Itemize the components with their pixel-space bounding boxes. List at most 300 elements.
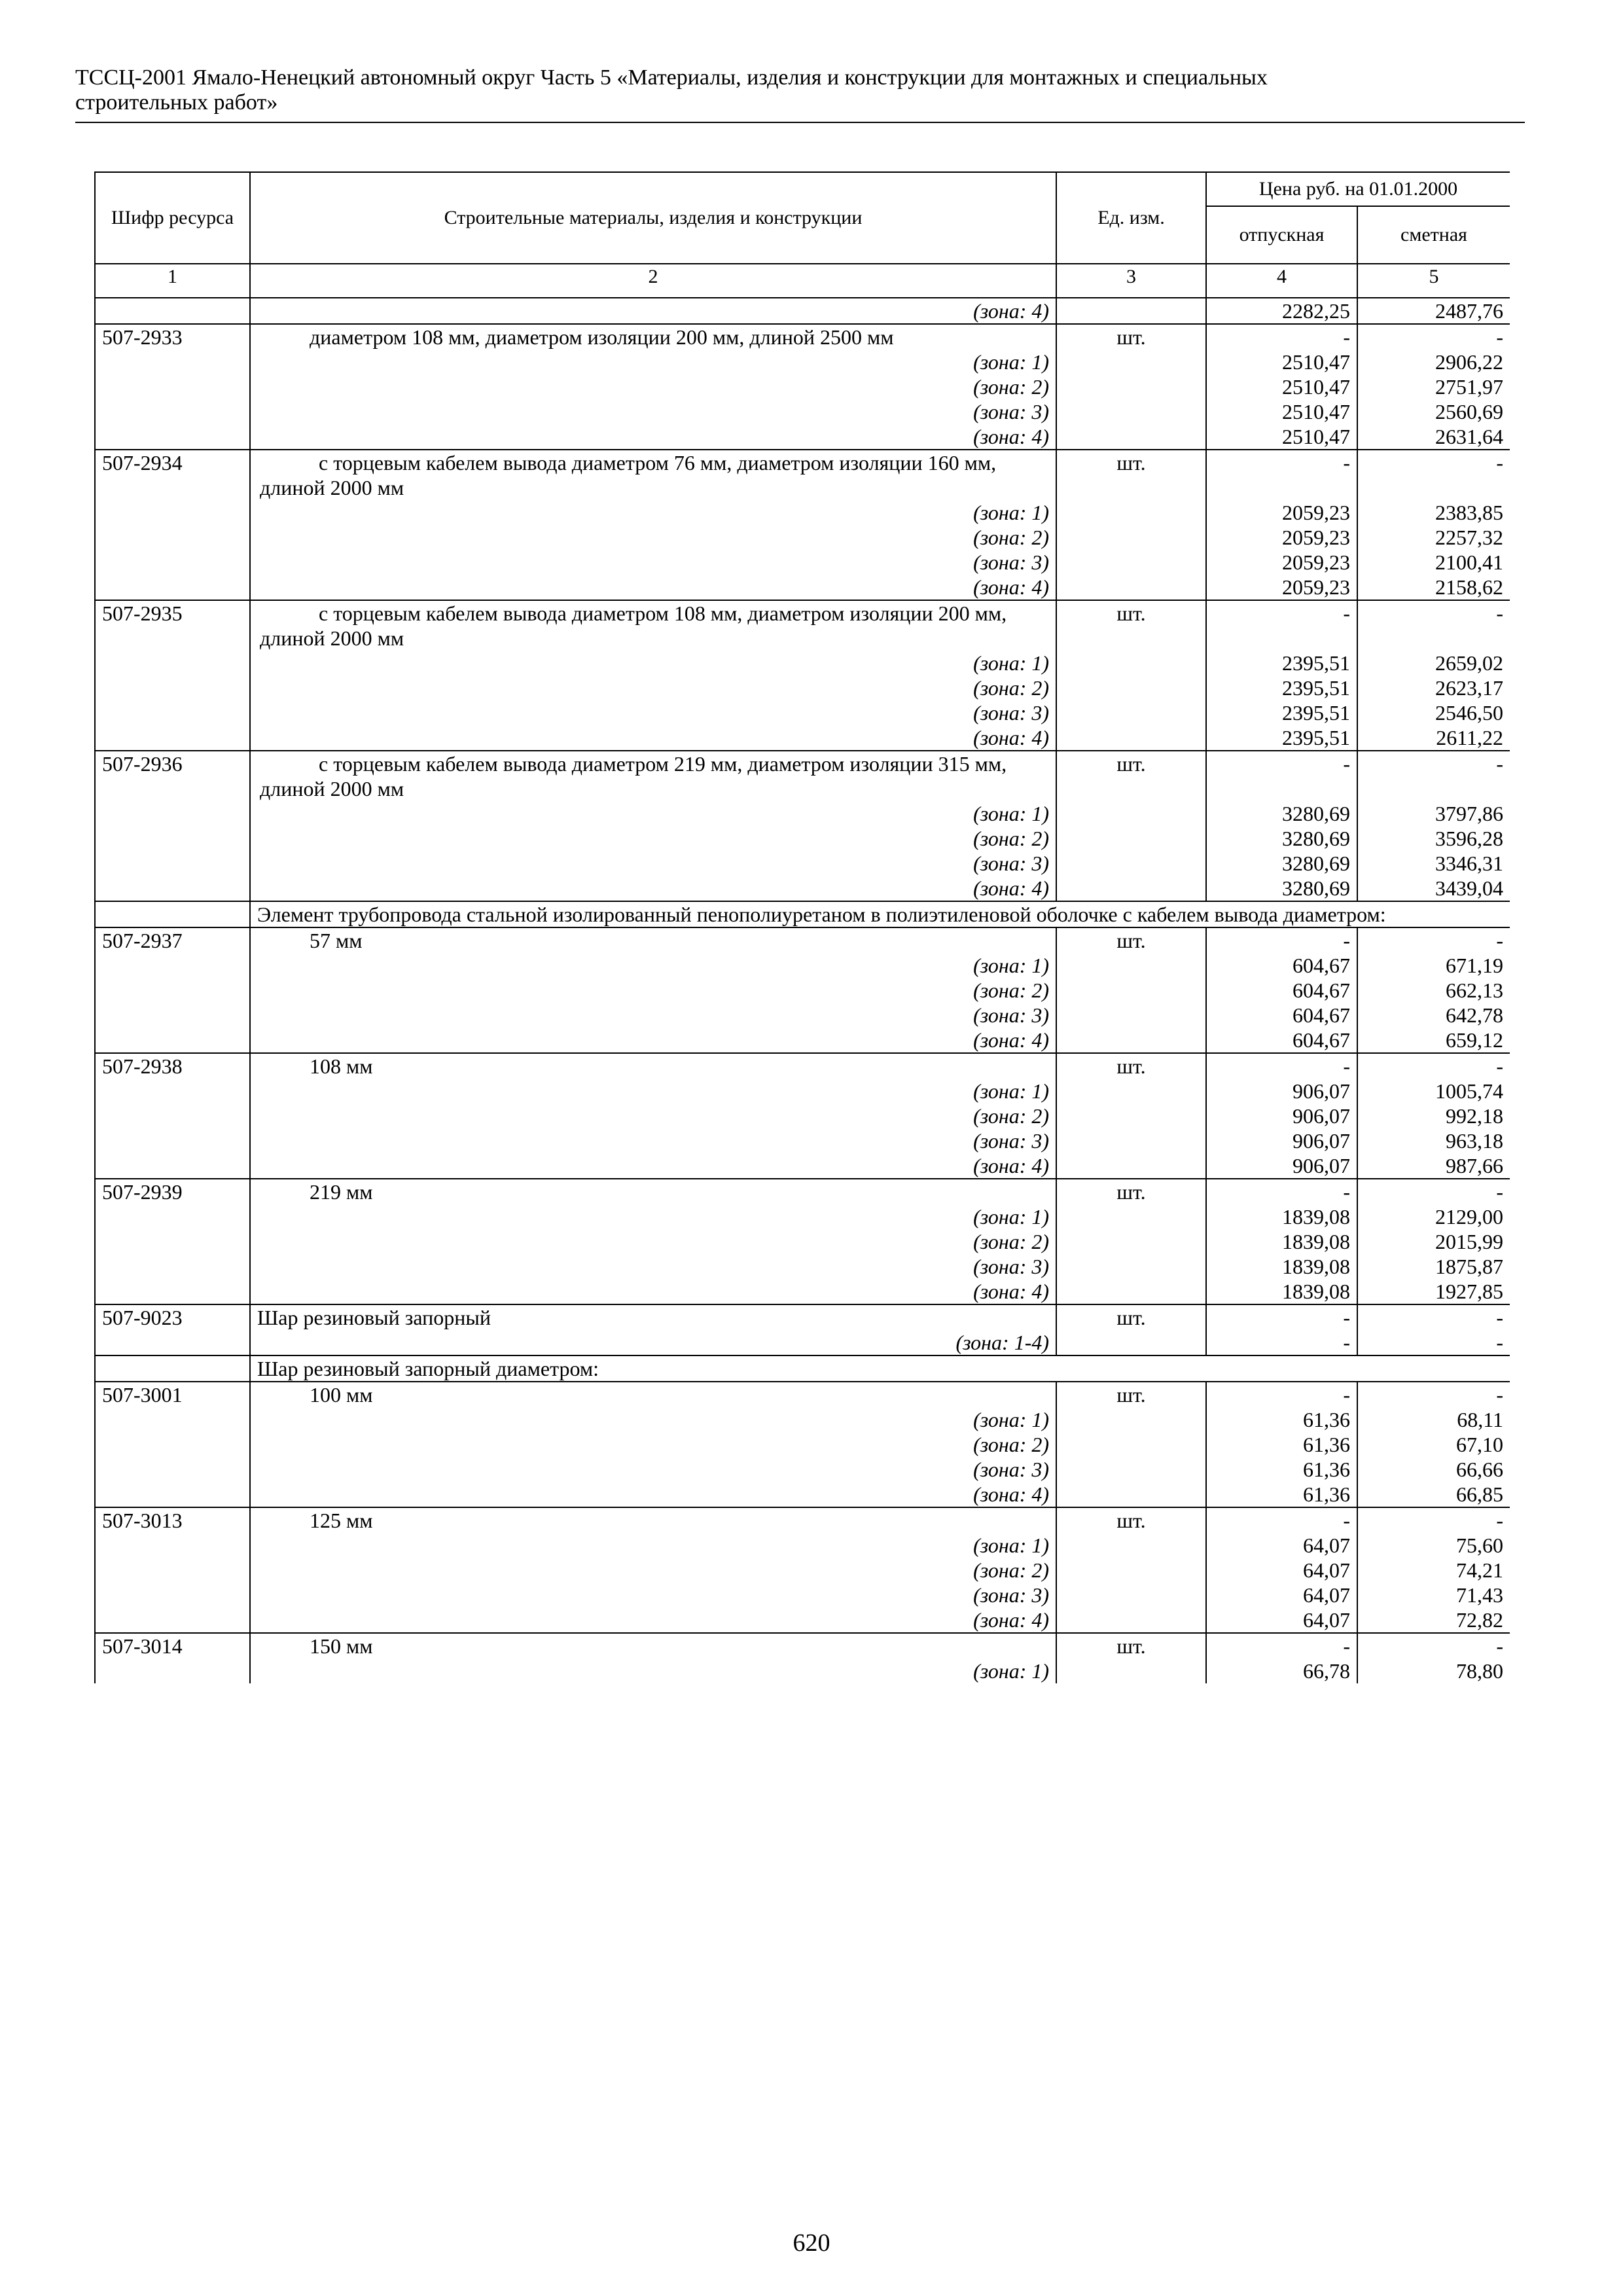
empty-cell	[95, 1482, 250, 1507]
material-name: с торцевым кабелем вывода диаметром 219 мм, диаметром изоляции 315 мм, длиной 2000 мм	[250, 751, 1056, 801]
estimate-price: -	[1357, 1507, 1510, 1533]
empty-cell	[95, 1355, 250, 1382]
estimate-price: -	[1357, 1053, 1510, 1079]
column-number: 1	[95, 264, 250, 298]
estimate-price: 67,10	[1357, 1432, 1510, 1457]
empty-cell	[1056, 1079, 1206, 1103]
estimate-price: 2129,00	[1357, 1204, 1510, 1229]
empty-cell	[1056, 525, 1206, 550]
unit-cell: шт.	[1056, 450, 1206, 500]
table-row	[95, 1382, 1510, 1407]
zone-row	[95, 675, 1510, 700]
empty-cell	[1056, 1003, 1206, 1028]
release-price: -	[1206, 1179, 1357, 1204]
material-name: 108 мм	[250, 1053, 1056, 1079]
zone-row	[95, 1003, 1510, 1028]
empty-cell	[1056, 1583, 1206, 1607]
release-price: 2395,51	[1206, 651, 1357, 675]
empty-cell	[95, 1204, 250, 1229]
zone-row	[95, 1279, 1510, 1304]
price-table	[94, 171, 1510, 1683]
empty-cell	[1056, 1229, 1206, 1254]
empty-cell	[95, 1103, 250, 1128]
release-price: 64,07	[1206, 1583, 1357, 1607]
zone-label: (зона: 1)	[250, 500, 1056, 525]
empty-cell	[95, 1607, 250, 1633]
empty-cell	[1056, 1204, 1206, 1229]
empty-cell	[95, 575, 250, 600]
empty-cell	[1056, 1153, 1206, 1179]
empty-cell	[1056, 374, 1206, 399]
zone-row	[95, 1558, 1510, 1583]
release-price: 604,67	[1206, 953, 1357, 978]
empty-cell	[95, 901, 250, 927]
estimate-price: 3797,86	[1357, 801, 1510, 826]
empty-cell	[95, 1279, 250, 1304]
empty-cell	[1056, 1533, 1206, 1558]
resource-code: 507-3001	[95, 1382, 250, 1407]
zone-row	[95, 298, 1510, 324]
column-header-price: Цена руб. на 01.01.2000	[1206, 172, 1510, 206]
material-name: 57 мм	[250, 927, 1056, 953]
column-number: 3	[1056, 264, 1206, 298]
release-price: 906,07	[1206, 1079, 1357, 1103]
release-price: 3280,69	[1206, 801, 1357, 826]
empty-cell	[1056, 1330, 1206, 1355]
zone-row	[95, 1482, 1510, 1507]
empty-cell	[95, 826, 250, 851]
empty-cell	[1056, 876, 1206, 901]
estimate-price: 66,66	[1357, 1457, 1510, 1482]
estimate-price: 2659,02	[1357, 651, 1510, 675]
zone-label: (зона: 2)	[250, 1229, 1056, 1254]
release-price: 2510,47	[1206, 424, 1357, 450]
release-price: 604,67	[1206, 1003, 1357, 1028]
zone-label: (зона: 2)	[250, 675, 1056, 700]
empty-cell	[1056, 298, 1206, 324]
estimate-price: -	[1357, 1382, 1510, 1407]
empty-cell	[1056, 1607, 1206, 1633]
release-price: -	[1206, 751, 1357, 801]
zone-row	[95, 1079, 1510, 1103]
zone-row	[95, 1407, 1510, 1432]
release-price: -	[1206, 1633, 1357, 1659]
release-price: 906,07	[1206, 1153, 1357, 1179]
estimate-price: 662,13	[1357, 978, 1510, 1003]
empty-cell	[1056, 399, 1206, 424]
empty-cell	[1056, 700, 1206, 725]
empty-cell	[1056, 1128, 1206, 1153]
zone-label: (зона: 1-4)	[250, 1330, 1056, 1355]
zone-row	[95, 399, 1510, 424]
zone-row	[95, 1229, 1510, 1254]
zone-label: (зона: 4)	[250, 1482, 1056, 1507]
zone-label: (зона: 1)	[250, 1079, 1056, 1103]
page-number: 620	[793, 2229, 830, 2257]
release-price: 906,07	[1206, 1103, 1357, 1128]
zone-row	[95, 350, 1510, 374]
empty-cell	[95, 399, 250, 424]
release-price: 604,67	[1206, 978, 1357, 1003]
empty-cell	[1056, 1279, 1206, 1304]
empty-cell	[95, 550, 250, 575]
estimate-price: 72,82	[1357, 1607, 1510, 1633]
zone-label: (зона: 1)	[250, 1204, 1056, 1229]
unit-cell: шт.	[1056, 1507, 1206, 1533]
zone-label: (зона: 4)	[250, 876, 1056, 901]
empty-cell	[95, 1003, 250, 1028]
empty-cell	[1056, 801, 1206, 826]
unit-cell: шт.	[1056, 1382, 1206, 1407]
estimate-price: 2487,76	[1357, 298, 1510, 324]
estimate-price: 3346,31	[1357, 851, 1510, 876]
empty-cell	[1056, 651, 1206, 675]
zone-row	[95, 500, 1510, 525]
zone-label: (зона: 4)	[250, 575, 1056, 600]
material-name: 125 мм	[250, 1507, 1056, 1533]
zone-label: (зона: 3)	[250, 399, 1056, 424]
zone-row	[95, 801, 1510, 826]
zone-label: (зона: 3)	[250, 851, 1056, 876]
estimate-price: -	[1357, 927, 1510, 953]
zone-row	[95, 525, 1510, 550]
release-price: 906,07	[1206, 1128, 1357, 1153]
zone-label: (зона: 3)	[250, 1457, 1056, 1482]
release-price: 64,07	[1206, 1558, 1357, 1583]
release-price: 3280,69	[1206, 826, 1357, 851]
empty-cell	[95, 851, 250, 876]
empty-cell	[95, 1558, 250, 1583]
zone-row	[95, 1432, 1510, 1457]
zone-row	[95, 876, 1510, 901]
empty-cell	[95, 801, 250, 826]
release-price: 2059,23	[1206, 500, 1357, 525]
empty-cell	[1056, 1254, 1206, 1279]
zone-label: (зона: 2)	[250, 525, 1056, 550]
resource-code: 507-3014	[95, 1633, 250, 1659]
group-heading-text: Элемент трубопровода стальной изолированный пенополиуретаном в полиэтиленовой оболочке с кабелем вывода диаметром:	[250, 901, 1510, 927]
estimate-price: 71,43	[1357, 1583, 1510, 1607]
estimate-price: 2546,50	[1357, 700, 1510, 725]
estimate-price: -	[1357, 1179, 1510, 1204]
estimate-price: 642,78	[1357, 1003, 1510, 1028]
estimate-price: 2015,99	[1357, 1229, 1510, 1254]
empty-cell	[95, 978, 250, 1003]
empty-cell	[95, 298, 250, 324]
header-title-line1: ТССЦ-2001 Ямало-Ненецкий автономный округ Часть 5 «Материалы, изделия и конструкции для монтажных и специальных	[75, 65, 1268, 90]
empty-cell	[1056, 851, 1206, 876]
zone-row	[95, 851, 1510, 876]
empty-cell	[95, 1407, 250, 1432]
resource-code: 507-2936	[95, 751, 250, 801]
empty-cell	[95, 525, 250, 550]
empty-cell	[95, 1128, 250, 1153]
table-row	[95, 1633, 1510, 1659]
material-name: Шар резиновый запорный	[250, 1304, 1056, 1330]
column-header-code: Шифр ресурса	[95, 172, 250, 264]
estimate-price: 987,66	[1357, 1153, 1510, 1179]
estimate-price: 1875,87	[1357, 1254, 1510, 1279]
empty-cell	[1056, 826, 1206, 851]
zone-row	[95, 1204, 1510, 1229]
release-price: 61,36	[1206, 1432, 1357, 1457]
empty-cell	[1056, 1482, 1206, 1507]
zone-label: (зона: 4)	[250, 1279, 1056, 1304]
release-price: 66,78	[1206, 1659, 1357, 1683]
zone-label: (зона: 4)	[250, 1153, 1056, 1179]
empty-cell	[95, 1330, 250, 1355]
estimate-price: 75,60	[1357, 1533, 1510, 1558]
empty-cell	[95, 700, 250, 725]
release-price: 2059,23	[1206, 525, 1357, 550]
release-price: 1839,08	[1206, 1254, 1357, 1279]
estimate-price: 68,11	[1357, 1407, 1510, 1432]
empty-cell	[1056, 1028, 1206, 1053]
unit-cell: шт.	[1056, 1633, 1206, 1659]
resource-code: 507-3013	[95, 1507, 250, 1533]
estimate-price: -	[1357, 1304, 1510, 1330]
zone-row	[95, 651, 1510, 675]
material-name: 100 мм	[250, 1382, 1056, 1407]
release-price: 2282,25	[1206, 298, 1357, 324]
zone-label: (зона: 2)	[250, 374, 1056, 399]
estimate-price: 74,21	[1357, 1558, 1510, 1583]
resource-code: 507-2935	[95, 600, 250, 651]
estimate-price: 659,12	[1357, 1028, 1510, 1053]
estimate-price: 1005,74	[1357, 1079, 1510, 1103]
zone-label: (зона: 1)	[250, 1659, 1056, 1683]
empty-cell	[95, 424, 250, 450]
unit-cell: шт.	[1056, 324, 1206, 350]
release-price: -	[1206, 1382, 1357, 1407]
resource-code: 507-2938	[95, 1053, 250, 1079]
zone-row	[95, 1659, 1510, 1683]
zone-label: (зона: 1)	[250, 1407, 1056, 1432]
estimate-price: 671,19	[1357, 953, 1510, 978]
zone-row	[95, 826, 1510, 851]
column-number-row	[95, 264, 1510, 298]
release-price: -	[1206, 1053, 1357, 1079]
document-header	[75, 65, 1525, 115]
release-price: 1839,08	[1206, 1204, 1357, 1229]
release-price: 64,07	[1206, 1533, 1357, 1558]
release-price: 3280,69	[1206, 851, 1357, 876]
price-table-container	[94, 171, 1510, 2182]
zone-label: (зона: 2)	[250, 1103, 1056, 1128]
material-name: 219 мм	[250, 1179, 1056, 1204]
unit-cell: шт.	[1056, 927, 1206, 953]
estimate-price: 78,80	[1357, 1659, 1510, 1683]
zone-label: (зона: 4)	[250, 725, 1056, 751]
zone-label: (зона: 1)	[250, 953, 1056, 978]
zone-row	[95, 953, 1510, 978]
zone-label: (зона: 4)	[250, 298, 1056, 324]
empty-cell	[1056, 424, 1206, 450]
column-number: 2	[250, 264, 1056, 298]
zone-row	[95, 1607, 1510, 1633]
zone-label: (зона: 4)	[250, 424, 1056, 450]
release-price: 604,67	[1206, 1028, 1357, 1053]
estimate-price: -	[1357, 751, 1510, 801]
release-price: 2510,47	[1206, 350, 1357, 374]
table-row	[95, 1053, 1510, 1079]
empty-cell	[95, 1079, 250, 1103]
estimate-price: 2611,22	[1357, 725, 1510, 751]
estimate-price: -	[1357, 450, 1510, 500]
group-heading-text: Шар резиновый запорный диаметром:	[250, 1355, 1510, 1382]
table-row	[95, 1507, 1510, 1533]
release-price: 2395,51	[1206, 675, 1357, 700]
resource-code: 507-2937	[95, 927, 250, 953]
zone-row	[95, 1128, 1510, 1153]
release-price: 2059,23	[1206, 575, 1357, 600]
empty-cell	[1056, 978, 1206, 1003]
estimate-price: 2560,69	[1357, 399, 1510, 424]
zone-row	[95, 1533, 1510, 1558]
resource-code: 507-2939	[95, 1179, 250, 1204]
zone-row	[95, 1103, 1510, 1128]
estimate-price: 992,18	[1357, 1103, 1510, 1128]
release-price: 61,36	[1206, 1407, 1357, 1432]
release-price: -	[1206, 324, 1357, 350]
release-price: 61,36	[1206, 1457, 1357, 1482]
zone-label: (зона: 2)	[250, 978, 1056, 1003]
zone-label: (зона: 3)	[250, 1128, 1056, 1153]
zone-row	[95, 374, 1510, 399]
estimate-price: -	[1357, 600, 1510, 651]
unit-cell: шт.	[1056, 1053, 1206, 1079]
release-price: -	[1206, 450, 1357, 500]
header-title-line2: строительных работ»	[75, 90, 278, 115]
empty-cell	[1056, 953, 1206, 978]
estimate-price: 963,18	[1357, 1128, 1510, 1153]
empty-cell	[1056, 575, 1206, 600]
column-header-name: Строительные материалы, изделия и конструкции	[250, 172, 1056, 264]
estimate-price: 2383,85	[1357, 500, 1510, 525]
zone-label: (зона: 3)	[250, 550, 1056, 575]
estimate-price: -	[1357, 1633, 1510, 1659]
zone-label: (зона: 3)	[250, 1254, 1056, 1279]
resource-code: 507-2933	[95, 324, 250, 350]
release-price: 2395,51	[1206, 700, 1357, 725]
estimate-price: 2623,17	[1357, 675, 1510, 700]
unit-cell: шт.	[1056, 600, 1206, 651]
zone-row	[95, 550, 1510, 575]
zone-label: (зона: 2)	[250, 1432, 1056, 1457]
zone-row	[95, 725, 1510, 751]
empty-cell	[1056, 1558, 1206, 1583]
empty-cell	[95, 725, 250, 751]
zone-row	[95, 1254, 1510, 1279]
material-name: диаметром 108 мм, диаметром изоляции 200 мм, длиной 2500 мм	[250, 324, 1056, 350]
release-price: 61,36	[1206, 1482, 1357, 1507]
estimate-price: -	[1357, 1330, 1510, 1355]
empty-cell	[95, 876, 250, 901]
column-header-release: отпускная	[1206, 206, 1357, 264]
unit-cell: шт.	[1056, 751, 1206, 801]
empty-cell	[1056, 550, 1206, 575]
zone-row	[95, 978, 1510, 1003]
column-number: 5	[1357, 264, 1510, 298]
empty-cell	[1056, 1407, 1206, 1432]
column-number: 4	[1206, 264, 1357, 298]
empty-cell	[95, 1153, 250, 1179]
zone-row	[95, 700, 1510, 725]
resource-code: 507-2934	[95, 450, 250, 500]
estimate-price: 66,85	[1357, 1482, 1510, 1507]
zone-row	[95, 1330, 1510, 1355]
estimate-price: 2751,97	[1357, 374, 1510, 399]
zone-row	[95, 424, 1510, 450]
table-row	[95, 600, 1510, 651]
empty-cell	[1056, 1103, 1206, 1128]
material-name: 150 мм	[250, 1633, 1056, 1659]
empty-cell	[95, 675, 250, 700]
table-row	[95, 751, 1510, 801]
zone-row	[95, 1457, 1510, 1482]
release-price: -	[1206, 1507, 1357, 1533]
table-row	[95, 1304, 1510, 1330]
estimate-price: 3596,28	[1357, 826, 1510, 851]
table-row	[95, 1179, 1510, 1204]
release-price: 2395,51	[1206, 725, 1357, 751]
zone-label: (зона: 4)	[250, 1607, 1056, 1633]
estimate-price: -	[1357, 324, 1510, 350]
release-price: 3280,69	[1206, 876, 1357, 901]
empty-cell	[95, 350, 250, 374]
zone-row	[95, 575, 1510, 600]
zone-label: (зона: 2)	[250, 1558, 1056, 1583]
material-name: с торцевым кабелем вывода диаметром 76 мм, диаметром изоляции 160 мм, длиной 2000 мм	[250, 450, 1056, 500]
zone-label: (зона: 1)	[250, 801, 1056, 826]
empty-cell	[95, 374, 250, 399]
empty-cell	[1056, 675, 1206, 700]
zone-label: (зона: 1)	[250, 1533, 1056, 1558]
estimate-price: 2100,41	[1357, 550, 1510, 575]
material-name: с торцевым кабелем вывода диаметром 108 мм, диаметром изоляции 200 мм, длиной 2000 мм	[250, 600, 1056, 651]
empty-cell	[95, 1028, 250, 1053]
estimate-price: 2631,64	[1357, 424, 1510, 450]
empty-cell	[1056, 500, 1206, 525]
empty-cell	[1056, 725, 1206, 751]
group-heading-row	[95, 1355, 1510, 1382]
release-price: 2059,23	[1206, 550, 1357, 575]
release-price: 1839,08	[1206, 1229, 1357, 1254]
zone-label: (зона: 3)	[250, 1583, 1056, 1607]
empty-cell	[1056, 1432, 1206, 1457]
empty-cell	[1056, 1457, 1206, 1482]
zone-label: (зона: 4)	[250, 1028, 1056, 1053]
release-price: 2510,47	[1206, 374, 1357, 399]
empty-cell	[95, 651, 250, 675]
zone-row	[95, 1028, 1510, 1053]
zone-label: (зона: 1)	[250, 350, 1056, 374]
empty-cell	[1056, 350, 1206, 374]
column-header-unit: Ед. изм.	[1056, 172, 1206, 264]
estimate-price: 2158,62	[1357, 575, 1510, 600]
resource-code: 507-9023	[95, 1304, 250, 1330]
table-row	[95, 324, 1510, 350]
release-price: 2510,47	[1206, 399, 1357, 424]
empty-cell	[95, 1659, 250, 1683]
empty-cell	[95, 1533, 250, 1558]
release-price: -	[1206, 1330, 1357, 1355]
zone-row	[95, 1583, 1510, 1607]
unit-cell: шт.	[1056, 1179, 1206, 1204]
table-row	[95, 927, 1510, 953]
zone-label: (зона: 1)	[250, 651, 1056, 675]
empty-cell	[95, 500, 250, 525]
